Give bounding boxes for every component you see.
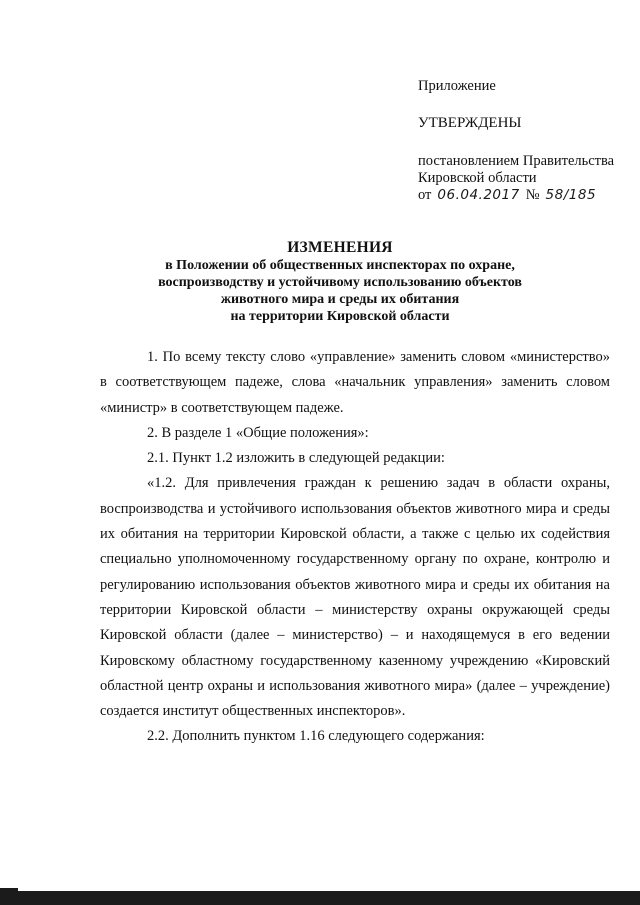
paragraph-4: «1.2. Для привлечения граждан к решению задач в области охраны, воспроизводства и устойчивого использования объектов животного мира и среды их обитания на территории Кировской области, а также с целью их содействия специально уполномоченному государственному органу по охране, контролю и регулированию использования объектов животного мира и среды их обитания на территории Кировской области – министерству охраны окружающей среды Кировской области (далее – министерство) – и находящемуся в его ведении Кировскому областному государственному казенному учреждению «Кировский областной центр охраны и использования животного мира» (далее – учреждение) создается институт общественных инспекторов». <box>100 475 610 720</box>
title-line-3: животного мира и среды их обитания <box>220 292 460 307</box>
handwritten-number: 58/185 <box>545 187 597 203</box>
approval-block <box>418 78 633 204</box>
date-prefix: от <box>418 187 432 203</box>
decree-date-line <box>418 187 633 204</box>
title-heading: ИЗМЕНЕНИЯ <box>287 239 393 256</box>
handwritten-date: 06.04.2017 <box>437 187 520 203</box>
paragraph-2: 2. В разделе 1 «Общие положения»: <box>147 424 369 441</box>
annex-label: Приложение <box>418 78 496 94</box>
document-body <box>100 345 610 750</box>
title-line-1: в Положении об общественных инспекторах по охране, <box>165 258 515 273</box>
paragraph-3: 2.1. Пункт 1.2 изложить в следующей редакции: <box>147 450 445 467</box>
title-line-4: на территории Кировской области <box>230 309 450 324</box>
number-sign: № <box>525 187 540 203</box>
paragraph-5: 2.2. Дополнить пунктом 1.16 следующего содержания: <box>147 728 485 745</box>
decree-line-1: постановлением Правительства <box>418 153 615 169</box>
title-line-2: воспроизводству и устойчивому использованию объектов <box>158 275 522 290</box>
decree-line-2: Кировской области <box>418 170 537 186</box>
scan-border-bottom <box>0 891 640 905</box>
document-title <box>130 239 550 325</box>
approved-label: УТВЕРЖДЕНЫ <box>418 115 522 131</box>
paragraph-1: 1. По всему тексту слово «управление» заменить словом «министерство» в соответствующем падеже, слова «начальник управления» заменить словом «министр» в соответствующем падеже. <box>100 349 610 416</box>
